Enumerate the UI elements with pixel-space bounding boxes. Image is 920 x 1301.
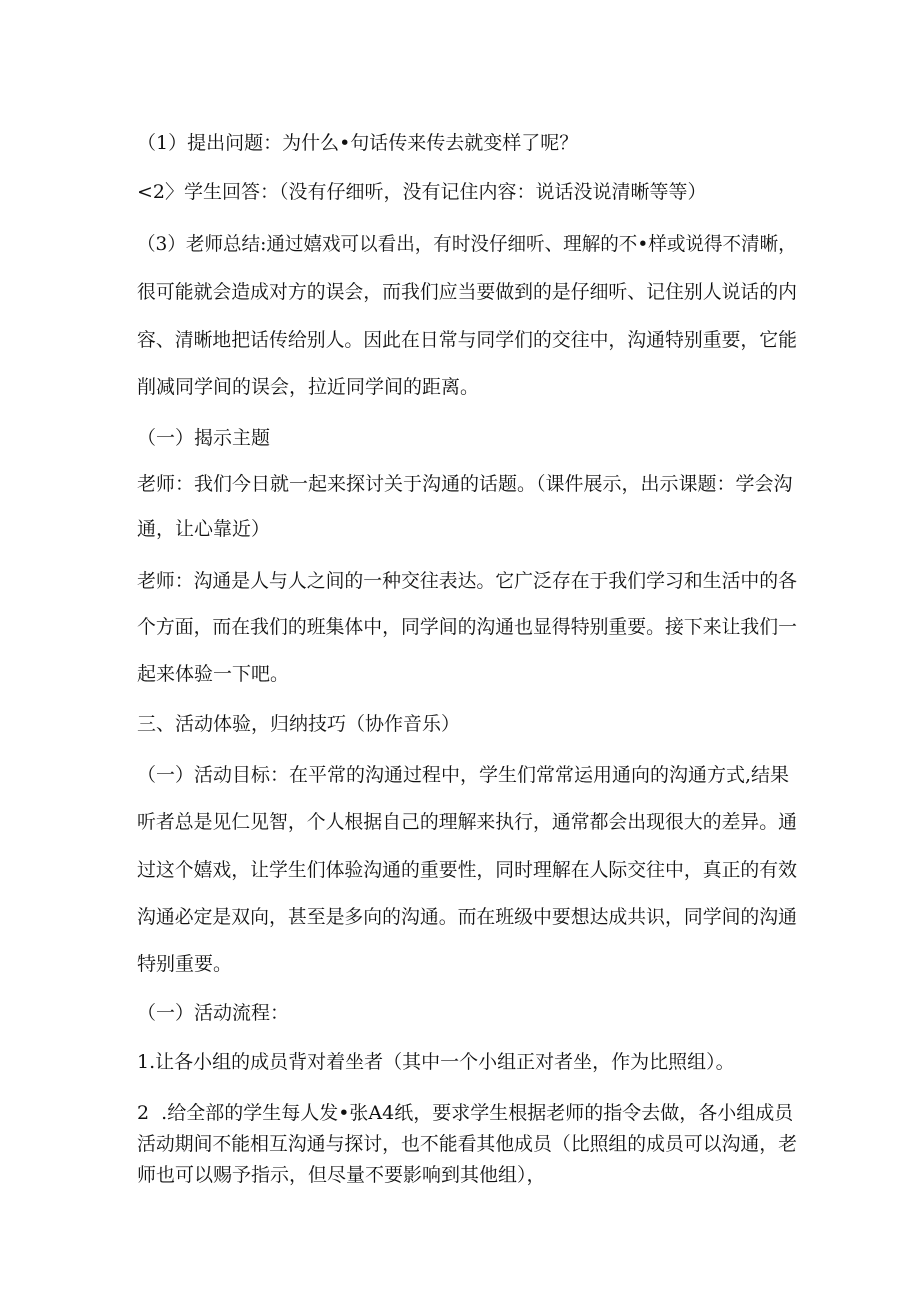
paragraph-communication-line-2: 个方面，而在我们的班集体中，同学间的沟通也显得特别重要。接下来让我们一 (137, 616, 798, 638)
paragraph-teacher-topic-line-1: 老师：我们今日就一起来探讨关于沟通的话题。（课件展示，出示课题：学会沟 (137, 473, 793, 495)
paragraph-teacher-topic-line-2: 通，让心靠近） (137, 518, 271, 540)
section-reveal-theme: （一）揭示主题 (137, 427, 271, 449)
list-item-1: 1.让各小组的成员背对着坐者（其中一个小组正对者坐，作为比照组）。 (137, 1051, 735, 1073)
paragraph-teacher-summary-line-4: 削减同学间的误会，拉近同学间的距离。 (137, 376, 480, 398)
section-heading-activity-title: 三、活动体验，归纳技巧 (137, 713, 347, 735)
paragraph-activity-goal-line-4: 沟通必定是双向，甚至是多向的沟通。而在班级中要想达成共识，同学间的沟通 (137, 906, 798, 928)
paragraph-activity-goal-line-1: （一）活动目标：在平常的沟通过程中，学生们常常运用通向的沟通方式,结果 (137, 764, 790, 786)
paragraph-activity-goal-line-2: 听者总是见仁见智，个人根据自己的理解来执行，通常都会出现很大的差异。通 (137, 811, 798, 833)
section-heading-activity-note: （协作音乐） (346, 713, 461, 735)
paragraph-activity-goal-line-5: 特别重要。 (137, 953, 233, 975)
paragraph-teacher-summary-line-1: （3）老师总结:通过嬉戏可以看出，有时没仔细听、理解的不•样或说得不清晰， (137, 233, 797, 255)
paragraph-question: （1）提出问题：为什么•句话传来传去就变样了呢？ (137, 132, 579, 154)
section-activity-process: （一）活动流程： (137, 1002, 290, 1024)
paragraph-communication-line-3: 起来体验一下吧。 (137, 663, 290, 685)
paragraph-communication-line-1: 老师：沟通是人与人之间的一种交往表达。它广泛存在于我们学习和生活中的各 (137, 570, 798, 592)
paragraph-activity-goal-line-3: 过这个嬉戏，让学生们体验沟通的重要性，同时理解在人际交往中，真正的有效 (137, 859, 798, 881)
section-heading-activity (137, 712, 797, 736)
paragraph-student-answer: <2〉学生回答：（没有仔细听，没有记住内容：说话没说清晰等等） (137, 181, 707, 203)
list-item-2-line-3: 师也可以赐予指示，但尽量不要影响到其他组）， (137, 1164, 546, 1186)
paragraph-teacher-summary-line-3: 容、清晰地把话传给别人。因此在日常与同学们的交往中，沟通特别重要，它能 (137, 329, 798, 351)
list-item-2-line-2: 活动期间不能相互沟通与探讨，也不能看其他成员（比照组的成员可以沟通，老 (137, 1133, 798, 1155)
list-item-2-line-1: 2 .给全部的学生每人发•张A4纸，要求学生根据老师的指令去做，各小组成员 (137, 1102, 794, 1124)
paragraph-teacher-summary-line-2: 很可能就会造成对方的误会，而我们应当要做到的是仔细听、记住别人说话的内 (137, 281, 798, 303)
